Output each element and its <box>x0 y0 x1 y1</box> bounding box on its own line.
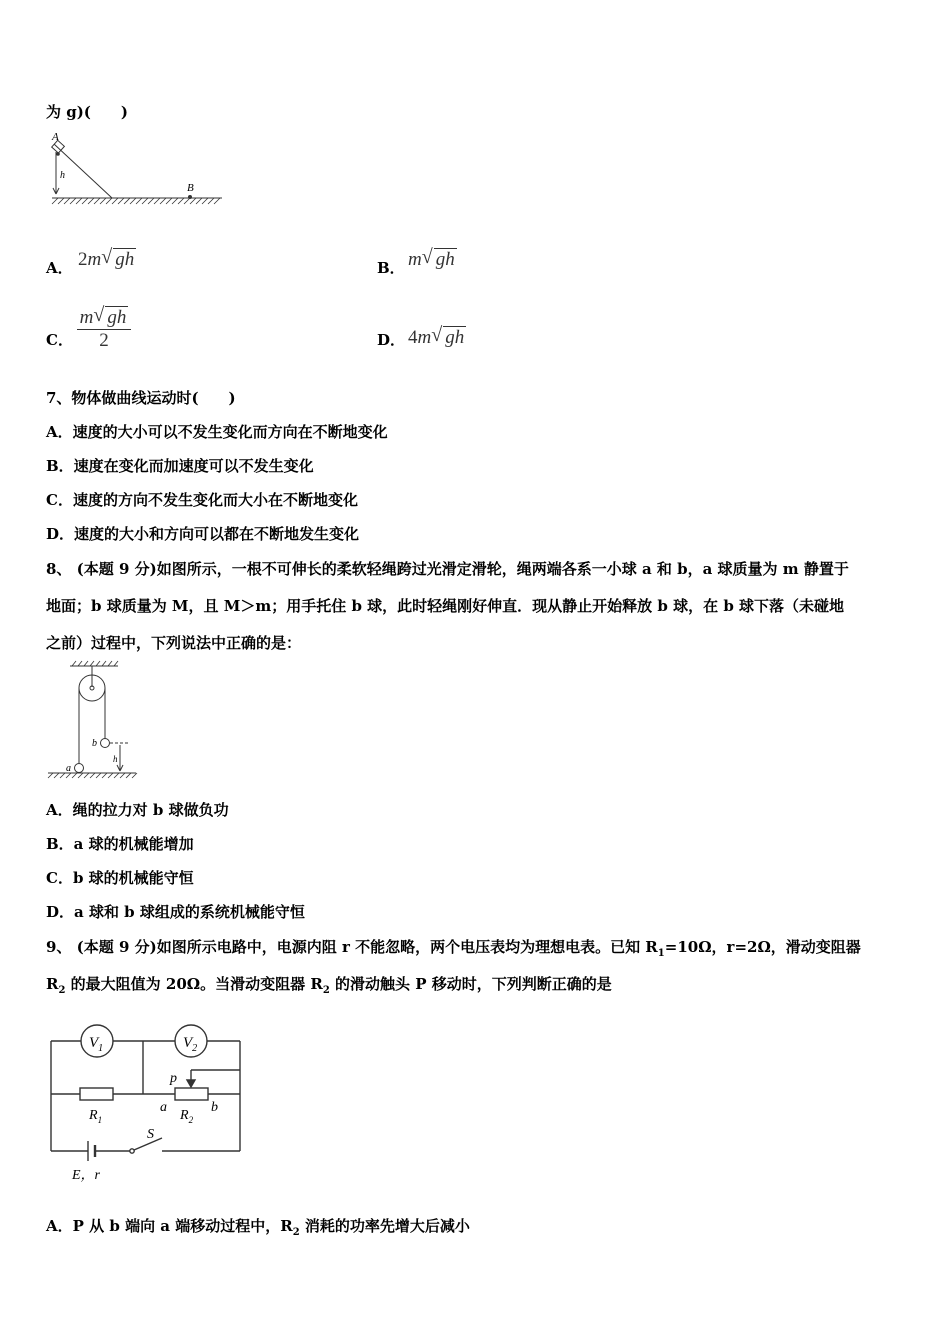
q9-stem-line2: $R_2$ 的最大阻值为 20Ω。当滑动变阻器 $R_2$ 的滑动触头 P 移动时，下列判断正确的是 <box>46 975 612 996</box>
p-label: p <box>170 1071 177 1086</box>
q6-option-c[interactable] <box>46 330 73 350</box>
q7-option-b[interactable]: B．速度在变化而加速度可以不发生变化 <box>46 457 314 475</box>
q8-stem-line1: 8、 (本题 9 分)如图所示，一根不可伸长的柔软轻绳跨过光滑定滑轮，绳两端各系一小球 a 和 b，a 球质量为 m 静置于 <box>46 560 849 578</box>
label-b: B <box>187 182 194 194</box>
q7-option-c[interactable]: C．速度的方向不发生变化而大小在不断地变化 <box>46 491 358 509</box>
a-label: a <box>160 1100 167 1115</box>
q6-stem-tail: 为 g)( ) <box>46 103 129 121</box>
q9-circuit-figure <box>44 1018 249 1188</box>
q9-option-a[interactable]: A．P 从 b 端向 a 端移动过程中，$R_2$ 消耗的功率先增大后减小 <box>46 1217 470 1238</box>
q6-option-a-formula: 2m√ gh <box>78 248 136 271</box>
q6-option-b[interactable] <box>377 258 405 278</box>
q7-stem: 7、物体做曲线运动时( ) <box>46 389 236 407</box>
e-r-label: E，r <box>72 1168 100 1183</box>
q8-option-c[interactable]: C．b 球的机械能守恒 <box>46 869 194 887</box>
label-a: a <box>66 763 71 774</box>
label-b: b <box>92 738 97 749</box>
option-letter: B． <box>377 259 405 277</box>
q6-option-c-formula: m√ gh 2 <box>77 306 131 352</box>
r1-label: $R_1$ <box>89 1108 103 1125</box>
v1-label: $V_1$ <box>89 1035 104 1054</box>
q8-stem-line2: 地面；b 球质量为 M，且 M＞m；用手托住 b 球，此时轻绳刚好伸直．现从静止开始释放 b 球，在 b 球下落（未碰地 <box>46 597 845 615</box>
label-h: h <box>113 754 118 764</box>
label-h: h <box>60 170 65 181</box>
option-letter: A． <box>46 259 73 277</box>
q8-stem-line3: 之前）过程中，下列说法中正确的是： <box>46 634 302 652</box>
r2-label: $R_2$ <box>180 1108 194 1125</box>
q8-option-b[interactable]: B．a 球的机械能增加 <box>46 835 194 853</box>
q7-option-d[interactable]: D．速度的大小和方向可以都在不断地发生变化 <box>46 525 360 543</box>
q8-option-d[interactable]: D．a 球和 b 球组成的系统机械能守恒 <box>46 903 305 921</box>
q7-option-a[interactable]: A．速度的大小可以不发生变化而方向在不断地变化 <box>46 423 388 441</box>
q6-option-d[interactable] <box>377 330 405 350</box>
q6-option-b-formula: m√ gh <box>408 248 457 271</box>
q6-option-a[interactable] <box>46 258 73 278</box>
v2-label: $V_2$ <box>183 1035 198 1054</box>
option-letter: D． <box>377 331 406 349</box>
s-label: S <box>147 1127 154 1142</box>
q6-incline-figure <box>44 128 228 208</box>
q8-option-a[interactable]: A．绳的拉力对 b 球做负功 <box>46 801 229 819</box>
label-a: A <box>52 131 59 143</box>
q8-pulley-figure <box>44 660 144 780</box>
q9-stem-line1: 9、 (本题 9 分)如图所示电路中，电源内阻 r 不能忽略，两个电压表均为理想电表。已知 $R_1=10\Omega$，r=2Ω，滑动变阻器 <box>46 938 861 959</box>
q6-option-d-formula: 4m√ gh <box>408 326 466 349</box>
b-label: b <box>211 1100 218 1115</box>
option-letter: C． <box>46 331 73 349</box>
